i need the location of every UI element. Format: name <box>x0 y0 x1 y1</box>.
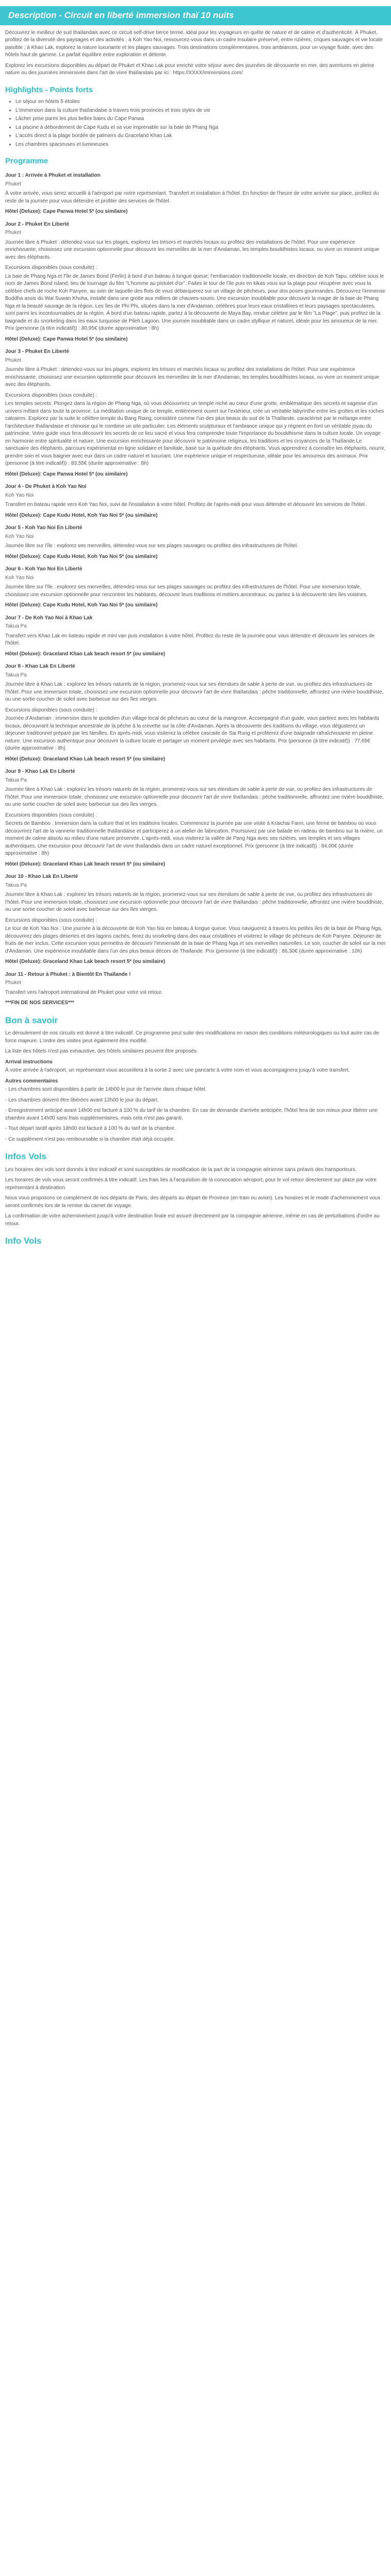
highlight-item: • L'accès direct à la plage bordée de palmiers du Graceland Khao Lak <box>15 132 386 140</box>
day-place: Phuket <box>5 230 22 236</box>
day-block-8 <box>5 663 386 763</box>
day-title: Jour 6 - Koh Yao Noi En Liberté <box>5 566 83 572</box>
day-block-5 <box>5 524 386 561</box>
day-text: Journée libre à Phuket : détendez-vous sur les plages, explorez les trésors et marchés locaux ou profitez des installations de l'hôtel. Pour une expérience enrichissante, choisissez une excursion optionnelle pour découvrir les merveilles de la mer d'Andaman, les temples bouddhistes locaux, ou vivre un moment unique avec des éléphants. <box>5 367 380 388</box>
day-text: Journée libre à Khao Lak : explorez les trésors naturels de la région, promenez-vous sur ses étendues de sable à perte de vue, ou profitez des infrastructures de l'hôtel. Pour une immersion totale, choisissez une excursion optionnelle pour découvrir l'art de vivre thaïlandais : pêche traditionnelle, affrontez une rivière bouddhiste, ou une sortie coucher de soleil avec barbecue sur des îles vierges. <box>5 682 384 703</box>
page-title-banner: Description - Circuit en liberté immersion thaï 10 nuits <box>0 6 391 25</box>
excursions-title: Excursions disponibles (sous conduite) : <box>5 392 97 398</box>
infos-vols-title: Infos Vols <box>5 1151 46 1162</box>
day-title: Jour 2 - Phuket En Liberté <box>5 221 69 227</box>
day-block-11 <box>5 971 386 1007</box>
arrival-instructions-title: Arrival instructions <box>5 1059 53 1065</box>
day-block-3 <box>5 348 386 478</box>
day-text: Journée libre à Phuket : détendez-vous sur les plages, explorez les trésors et marchés locaux ou profitez des installations de l'hôtel. Pour une expérience enrichissante, choisissez une excursion optionnelle pour découvrir les merveilles de la mer d'Andaman, les temples bouddhistes locaux, ou vivre un moment unique avec des éléphants. <box>5 239 380 260</box>
day-text: Journée libre sur l'île : explorez ses merveilles, détendez-vous sur ses plages sauvages ou profitez des infrastructures de l'hôtel. Pour une immersion totale, choisissez une excursion optionnelle pour rencontrer les habitants, découvrir leurs traditions et métiers ancestraux, ou partez à la découverte des îles voisines. <box>5 584 368 598</box>
day-place: Phuket <box>5 181 22 187</box>
day-text: Journée libre à Khao Lak : explorez les trésors naturels de la région, promenez-vous sur ses étendues de sable à perte de vue, ou profitez des infrastructures de l'hôtel. Pour une immersion totale, choisissez une excursion optionnelle pour découvrir l'art de vivre thaïlandais : pêche traditionnelle, affrontez une rivière bouddhiste, ou une sortie coucher de soleil avec barbecue sur des îles vierges. <box>5 787 384 808</box>
day-hotel: Hôtel (Deluxe): Graceland Khao Lak beach resort 5* (ou similaire) <box>5 861 166 867</box>
excursions-text: Journée d'Andaman : immersion dans le quotidien d'un village local de pêcheurs au cœur de la mangrove. Accompagné d'un guide, vous partirez avec les habitants locaux, découvrant la technique ancestrale de la pêche à la crevette sur la côte d'Andaman. Après la découverte des traditions du village, vous dégusterez un déjeuner traditionnel préparé par les familles. En après-midi, vous visiterez la célèbre cascade de Sai Rung et profiterez d'une baignade rafraîchissante en pleine nature. Une excursion authentique pour découvrir la culture locale et partager un moment privilégié avec ses habitants. Prix (personne (à titre indicatif)) : 77,65€ (durée approximative : 8h) <box>5 716 380 752</box>
bon-a-savoir-paragraph: Le déroulement de nos circuits est donné à titre indicatif. Ce programme peut subir des modifications en raison des conditions météorologiques ou tout autre cas de force majeure. L'ordre des visites peut également être modifié. <box>5 1030 379 1044</box>
day-place: Takua Pa <box>5 777 27 783</box>
infos-vols-paragraph: Les horaires des vols sont donnés à titre indicatif et sont susceptibles de modification de la part de la compagnie aérienne sans préavis des transporteurs. <box>5 1166 357 1173</box>
day-hotel: Hôtel (Deluxe): Cape Panwa Hotel 5* (ou similaire) <box>5 336 128 342</box>
day-text: Transfert vers Khao Lak en bateau rapide et mini van puis installation à votre hôtel. Profitez du reste de la journée pour vous détendre et découvrir les services de l'hôtel. <box>5 633 375 647</box>
day-title: Jour 11 - Retour à Phuket : à Bientôt En Thaïlande ! <box>5 971 131 977</box>
infos-vols-paragraph: Nous vous proposons ce complément de nos départs de Paris, des départs au départ de Province (en train ou avion). Les horaires et le mode d'acheminement vous seront confirmés lors de la remise du carnet de voyage. <box>5 1195 381 1209</box>
day-title: Jour 4 - De Phuket à Koh Yao Noi <box>5 484 87 490</box>
day-hotel: ***FIN DE NOS SERVICES*** <box>5 1000 74 1006</box>
day-hotel: Hôtel (Deluxe): Cape Kudu Hotel, Koh Yao Noi 5* (ou similaire) <box>5 512 158 518</box>
excursions-title: Excursions disponibles (sous conduite) : <box>5 812 97 818</box>
day-title: Jour 5 - Koh Yao Noi En Liberté <box>5 525 83 531</box>
day-hotel: Hôtel (Deluxe): Cape Kudu Hotel, Koh Yao Noi 5* (ou similaire) <box>5 602 158 608</box>
day-text: À votre arrivée, vous serez accueilli à l'aéroport par notre représentant. Transfert et installation à l'hôtel. En fonction de l'heure de votre arrivée sur place, profitez du reste de la journée pour vous détendre et profiter des services de l'hôtel. <box>5 191 379 204</box>
other-comment: - Ce supplément n'est pas remboursable si la chambre était déjà occupée. <box>5 1136 175 1142</box>
day-title: Jour 3 - Phuket En Liberté <box>5 349 69 355</box>
infos-vols-paragraph: Les horaires de vols vous seront confirmés à titre indicatif. Les frais liés à l'acquisition de la convocation aéroport, pour le vol retour directement sur place par votre représentant à destination. <box>5 1177 377 1191</box>
day-title: Jour 7 - De Koh Yao Noi à Khao Lak <box>5 615 93 621</box>
day-text: Journée libre sur l'île : explorez ses merveilles, détendez-vous sur ses plages sauvages ou profitez des infrastructures de l'hôtel. <box>5 543 298 549</box>
day-title: Jour 9 - Khao Lak En Liberté <box>5 769 75 775</box>
intro-paragraph-1: Découvrez le meilleur de sud thaïlandais avec ce circuit self-drive tierce terme, idéal pour les voyageurs en quête de nature et de calme et d'authenticité. À Phuket, profitez de la diversité des paysages et des activités ; à Koh Yao Noi, ressourcez-vous dans un cadre insulaire préservé, entre rizières, criques sauvages et vie locale paisible ; à Khao Lak, explorez la nature luxuriante et les plages sauvages. Trois destinations complémentaires, trois ambiances, pour un voyage fluide, avec des hôtels haut de gamme. Le parfait équilibre entre exploration et détente. <box>5 29 383 58</box>
day-block-1 <box>5 172 386 216</box>
programme-title: Programme <box>5 157 48 166</box>
highlight-item: • Les chambres spacieuses et lumineuses <box>15 141 386 149</box>
infos-vols-paragraph: La confirmation de votre acheminement jusqu'à votre destination finale est assuré directement par la compagnie aérienne, même en cas de perturbations d'ordre au retour. <box>5 1213 380 1227</box>
excursions-text: Secrets de Bamboo : Immersion dans la culture thaï et les traditions locales. Commencez la journée par une visite à Kraichai Farm, une ferme de bambou où vous découvrirez l'art de la vannerie traditionnelle thaïlandaise et participerez à un atelier de fabrication. Poursuivez par une balade en radeau de bambou sur la rivière, un moment de calme absolu au milieu d'une nature préservée. L'après-midi, vous visiterez la vallée de Pang Nga avec ses rizières, ses temples et ses villages authentiques. Une excursion pour découvrir l'art de vivre thaïlandais dans un cadre naturel exceptionnel. Prix (personne (à titre indicatif)) : 84,00€ (durée approximative : 8h) <box>5 821 383 857</box>
day-block-10 <box>5 873 386 966</box>
day-block-6 <box>5 566 386 609</box>
highlight-item: • Lâcher prise parmi les plus belles baies du Cape Panwa <box>15 115 386 123</box>
day-block-2 <box>5 221 386 344</box>
excursions-text: La baie de Phang Nga et l'île de James Bond (Ferlin) à bord d'un bateau à longue queue; l'embarcation traditionnelle locale, en direction de Koh Tapu, célèbre sous le nom de James Bond Island, lieu de tournage du film "L'homme au pistolet d'or". Faites le tour de l'île puis en kikas vous sur la plage pour récupérer avec vous la célèbre chefs de roche Koh Panyee, au sein de laquelle des flots de vous débarquerez sur un village de pêcheurs, pour dos poses gourmandes. Découvrez l'immense Buddha assis du Wat Suwan Khuha, installé dans une grotte aux milliers de chauves-souris. Une excursion inoubliable pour découvrir la magie de la baie de Phang Nga et la beauté sauvage de la région. Les îles de Phi Phi, situées dans la mer d'Andaman, célèbres pour leurs eaux cristallines et leurs paysages spectaculaires, sont parmi les incontournables de la région. À bord d'un bateau rapide, partez à la découverte de Maya Bay, rendue célèbre par le film "La Plage", puis profitez de la baignade et du snorkeling dans les eaux turquoise de Pileh Lagoon. Une journée inoubliable dans un cadre idyllique et naturel, idéale pour les amoureux de la mer. Prix (personne (à titre indicatif)) : 80,95€ (durée approximative : 8h) <box>5 273 385 332</box>
excursions-text: Les temples secrets: Plongez dans la région de Phang Nga, où vous découvrirez un temple niché au cœur d'une grotte, emblématique des secrets et sagesse d'un univers mêlant dans toute la province. La méditation unique de ce temple, entièrement ouvert sur l'extérieur, crée un véritable labyrinthe entre les grottes et les roches calcaires. Explorez par la suite le célèbre temple du Bang Riang, considéré comme l'un des plus beaux du sud de la Thaïlande, caractérisé par le mélange entre l'architecture thaïlandaise et chinoise qui le combine un site particulier. Les éléments sculpturaux et l'ambiance unique qui y règnent en font un véritable joyau du patrimoine. Votre guide vous fera découvrir les secrets de ce lieu sacré et vous fera comprendre toute l'importance du bouddhisme dans la culture locale. Un voyage en harmonie entre spiritualité et nature. Une excursion enrichissante pour découvrir le patrimoine religieux, les traditions et les croyances de la Thaïlande.Le sanctuaire des éléphants, parcours expérimental en ligne solidaire et familiale, basé sur la quiétude des éléphants. Vous apprendrez à connaître les éléphants, nourrir, prendre soin et vous baigner avec eux dans un cadre naturel et luxuriant. Une expérience unique et respectueuse, idéale pour les amoureux des animaux. Prix (personne (à titre indicatif)) : 83,55€ (durée approximative : 8h) <box>5 401 386 467</box>
day-title: Jour 8 - Khao Lak En Liberté <box>5 664 75 670</box>
other-comment: - Enregistrement anticipé avant 14h00 est facturé à 100 % du tarif de la chambre. En cas de demande d'arrivée anticipée, l'hôtel fera de son mieux pour libérer une chambre avant 14h00 sans frais supplémentaires, mais cela n'est pas garanti. <box>5 1108 378 1121</box>
day-block-9 <box>5 768 386 868</box>
day-place: Takua Pa <box>5 672 27 678</box>
day-hotel: Hôtel (Deluxe): Graceland Khao Lak beach resort 5* (ou similaire) <box>5 959 166 965</box>
highlights-list <box>5 98 386 148</box>
highlight-item: • Le séjour en hôtels 5 étoiles <box>15 98 386 106</box>
day-hotel: Hôtel (Deluxe): Cape Panwa Hotel 5* (ou similaire) <box>5 471 128 477</box>
day-text: Transfert en bateau rapide vers Koh Yao Noi, suivi de l'installation à votre hôtel. Profitez de l'après-midi pour vous détendre et découvrir les services de l'hôtel. <box>5 502 366 508</box>
day-block-4 <box>5 483 386 519</box>
other-comment: - Les chambres doivent être libérées avant 12h00 le jour du départ. <box>5 1097 159 1103</box>
day-text: Transfert vers l'aéroport international de Phuket pour votre vol retour. <box>5 989 163 995</box>
other-comment: - Les chambres sont disponibles à partir de 14h00 le jour de l'arrivée dans chaque hôtel. <box>5 1087 207 1093</box>
info-vols-title-2: Info Vols <box>5 1236 42 1246</box>
day-hotel: Hôtel (Deluxe): Cape Panwa Hotel 5* (ou similaire) <box>5 209 128 215</box>
intro-paragraph-2: Explorez les excursions disponibles au départ de Phuket et Khao Lak pour enrichir votre séjour avec des journées de découverte en mer, des aventures en pleine nature ou des journées immersives dans l'art de vivre thaïlandais par ici : https://XXXX/immersions.com/ <box>5 62 374 76</box>
day-hotel: Hôtel (Deluxe): Graceland Khao Lak beach resort 5* (ou similaire) <box>5 756 166 762</box>
day-place: Koh Yao Noi <box>5 533 34 539</box>
highlights-title: Highlights - Points forts <box>5 85 93 94</box>
excursions-text: Le tour de Koh Yao Noi : Une journée à la découverte de Koh Yao Noi en bateau à longue queue. Vous naviguerez à travers les petites îles de la baie de Phang Nga, découvrirez des plages désertes et des lagons cachés, ferez du snorkeling dans des eaux cristallines et visiterez le village de pêcheurs de Koh Panyee. Déjeuner de fruits de mer inclus. Cette excursion vous permettra de découvrir l'immensité de la baie de Phang Nga et ses merveilles naturelles. Le soir, coucher de soleil sur la mer d'Andaman. Une expérience inoubliable dans l'un des plus beaux décors de Thaïlande. Prix (personne (à titre indicatif)) : 86,30€ (durée approximative : 10h) <box>5 926 386 954</box>
excursions-title: Excursions disponibles (sous conduite) : <box>5 707 97 713</box>
excursions-title: Excursions disponibles (sous conduite) : <box>5 265 97 271</box>
day-place: Phuket <box>5 357 22 363</box>
day-place: Phuket <box>5 980 22 986</box>
other-comments-title: Autres commentaires <box>5 1078 58 1084</box>
day-place: Koh Yao Noi <box>5 574 34 581</box>
day-place: Koh Yao Noi <box>5 492 34 498</box>
excursions-title: Excursions disponibles (sous conduite) : <box>5 917 97 923</box>
bon-a-savoir-paragraph: La liste des hôtels n'est pas exhaustive, des hôtels similaires peuvent être proposés. <box>5 1048 198 1055</box>
arrival-instructions-text: À votre arrivée à l'aéroport, un représentant vous accueillera à la sortie 2 avec une pancarte à votre nom et vous accompagnera jusqu'à votre transfert. <box>5 1067 350 1074</box>
day-hotel: Hôtel (Deluxe): Cape Kudu Hotel, Koh Yao Noi 5* (ou similaire) <box>5 553 158 560</box>
bon-a-savoir-title: Bon à savoir <box>5 1015 58 1025</box>
day-hotel: Hôtel (Deluxe): Graceland Khao Lak beach resort 5* (ou similaire) <box>5 651 166 657</box>
day-title: Jour 1 : Arrivée à Phuket et installation <box>5 173 101 179</box>
day-place: Takua Pa <box>5 623 27 630</box>
page <box>0 0 391 1261</box>
day-title: Jour 10 - Khao Lak En Liberté <box>5 874 78 880</box>
highlight-item: • L'immersion dans la culture thaïlandaise à travers trois provinces et trois styles de vie <box>15 107 386 115</box>
other-comment: - Tout départ tardif après 18h00 est facturé à 100 % du tarif de la chambre. <box>5 1126 176 1132</box>
day-block-7 <box>5 615 386 658</box>
content <box>0 29 391 1248</box>
day-place: Takua Pa <box>5 882 27 888</box>
day-text: Journée libre à Khao Lak : explorez les trésors naturels de la région, promenez-vous sur ses étendues de sable à perte de vue, ou profitez des infrastructures de l'hôtel. Pour une immersion totale, choisissez une excursion optionnelle pour découvrir l'art de vivre thaïlandais : pêche traditionnelle, affrontez une rivière bouddhiste, ou une sortie coucher de soleil avec barbecue sur des îles vierges. <box>5 892 384 913</box>
highlight-item: • La piscine à débordement de Cape Kudu et sa vue imprenable sur la baie de Phang Nga <box>15 124 386 132</box>
